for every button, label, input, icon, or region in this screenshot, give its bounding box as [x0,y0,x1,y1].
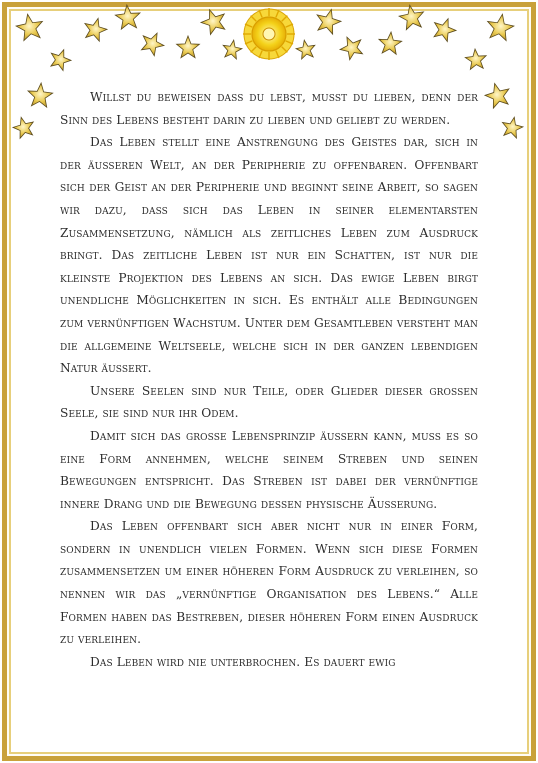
paragraph: Das Leben wird nie unterbrochen. Es dauert ewig [90,654,396,669]
paragraph: Unsere Seelen sind nur Teile, oder Glieder dieser grossen Seele, sie sind nur ihr Odem. [60,383,478,421]
paragraph: Willst du beweisen dass du lebst, musst du lieben, denn der Sinn des Lebens besteht darin zu lieben und geliebt zu werden. [60,90,478,127]
document-text [60,86,478,673]
paragraph: Das Leben stellt eine Anstrengung des Geistes dar, sich in der äusseren Welt, an der Peripherie zu offenbaren. Offenbart sich der Geist an der Peripherie und beginnt seine Arbeit, so sagen wir dazu, dass sich das Leben in seiner elementarsten Zusammensetzung, nämlich als zeitliches Leben zum Ausdruck bringt. Das zeitliche Leben ist nur ein Schatten, ist nur die kleinste Projektion des Lebens an sich. Das ewige Leben birgt unendliche Möglichkeiten in sich. Es enthält alle Bedingungen zum vernünftigen Wachstum. Unter dem Gesamtleben versteht man die allgemeine Weltseele, welche sich in der ganzen lebendigen Natur äussert. [60,135,478,376]
paragraph: Das Leben offenbart sich aber nicht nur in einer Form, sondern in unendlich vielen Formen. Wenn sich diese Formen zusammensetzen um einer höheren Form Ausdruck zu verleihen, so nennen wir das „vernünftige Organisation des Lebens.“ Alle Formen haben das Bestreben, dieser höheren Form einen Ausdruck zu verleihen. [60,519,478,647]
paragraph: Damit sich das grosse Lebensprinzip äussern kann, muss es so eine Form annehmen, welche seinem Streben und seinen Bewegungen entspricht. Das Streben ist dabei der vernünftige innere Drang und die Bewegung dessen physische Äusserung. [60,428,478,511]
